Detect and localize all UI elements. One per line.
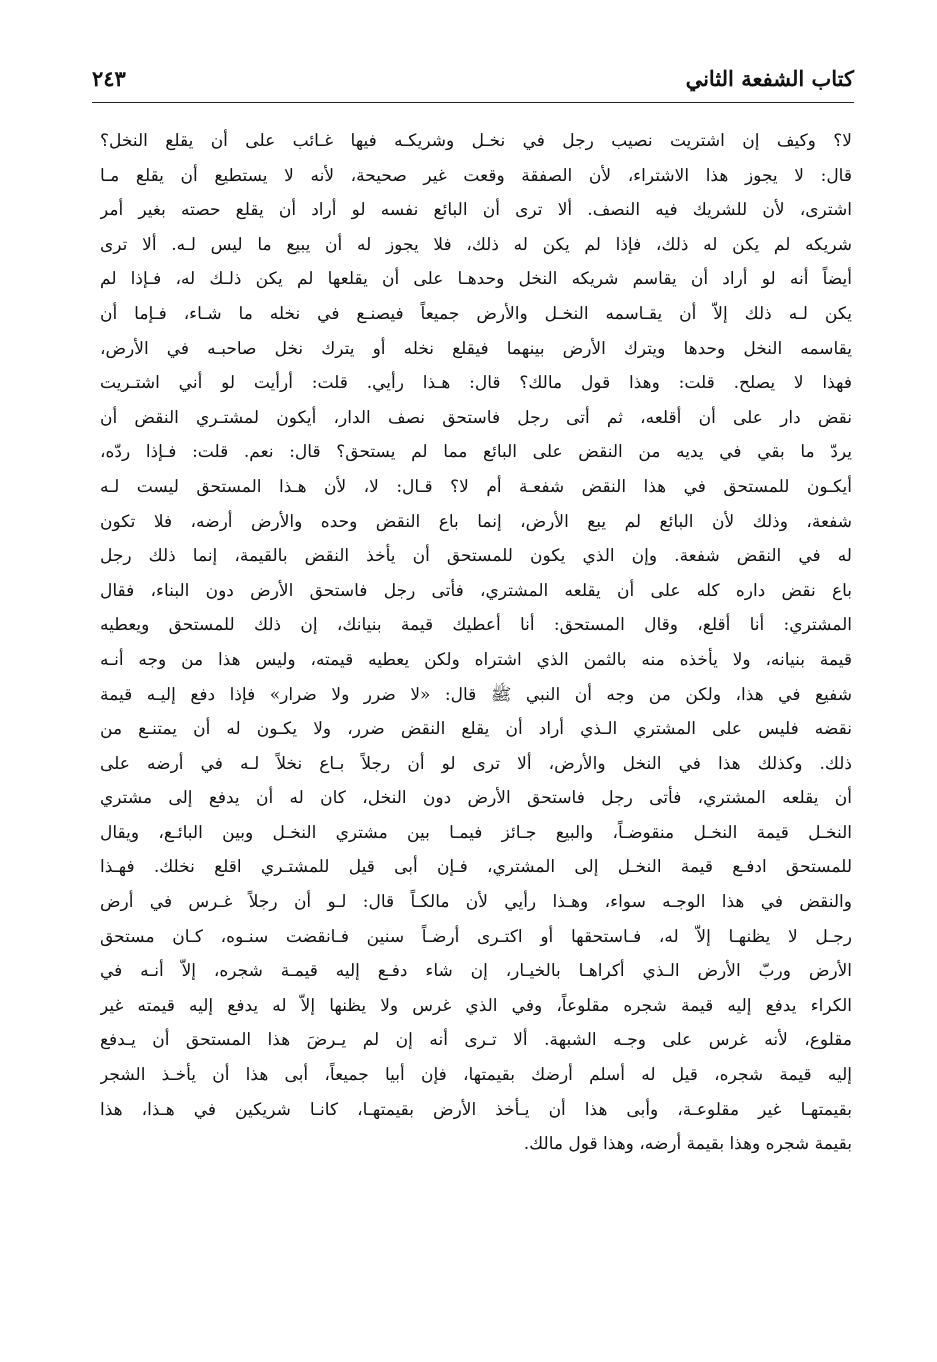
text-line: نقض دار على أن أقلعه، ثم أتى رجل فاستحق نصف الدار، أيكون لمشتـري النقض أن <box>100 407 852 428</box>
text-line: لا؟ وكيف إن اشتريت نصيب رجل في نخـل وشريكـه فيها غـائب على أن يقلع النخل؟ <box>100 131 852 151</box>
text-line: بقيمة شجره وهذا بقيمة أرضه، وهذا قول مالك. <box>523 1134 852 1155</box>
text-line: بقيمتهـا غير مقلوعـة، وأبى هذا أن يـأخذ الأرض بقيمتهـا، كانـا شريكين في هـذا، هذا <box>100 1099 852 1120</box>
text-line: مقلوع، لأنه غرس على وجـه الشبهة. ألا تـرى أنه إن لم يـرضَ هذا المستحق أن يـدفع <box>100 1030 852 1051</box>
text-line: نقضه فليس على المشتري الـذي أراد أن يقلع النقض ضرر، ولا يكـون له أن يمتنـع من <box>100 719 852 740</box>
text-line: يكن لـه ذلك إلاّ أن يقـاسمه النخـل والأرض جميعاً فيصنـع في نخله ما شـاء، فـإما أن <box>100 303 852 324</box>
body-text <box>100 124 852 1162</box>
text-line: للمستحق ادفـع قيمة النخـل إلى المشتري، فـإن أبى قيل للمشتـري اقلع نخلك. فهـذا <box>100 857 852 878</box>
text-line: شفعة، وذلك لأن البائع لم يبع الأرض، إنما باع النقض وحده والأرض أرضه، فلا تكون <box>100 511 852 532</box>
text-line: إليه قيمة شجره، قيل له أسلم أرضك بقيمتها، فإن أبيا جميعاً، أبى هذا أن يأخـذ الشجر <box>100 1065 852 1086</box>
text-line: والنقض في هذا الوجـه سواء، وهـذا رأيي لأن مالكـاً قال: لـو أن رجلاً غـرس في أرض <box>100 892 852 913</box>
text-line: رجـل لا يظنهـا إلاّ له، فـاستحقها أو اكتـرى أرضـاً سنين فـانقضت سنـوه، كـان مستحق <box>100 926 852 947</box>
text-line: أيكـون للمستحق في هذا النقض شفعـة أم لا؟ قـال: لا، لأن هـذا المستحق ليست لـه <box>100 476 852 497</box>
text-line: المشتري: أنا أقلع، وقال المستحق: أنا أعطيك قيمة بنيانك، إن ذلك للمستحق ويعطيه <box>100 615 852 636</box>
text-line: الأرض وربّ الأرض الـذي أكراهـا بالخيـار، إن شاء دفـع إليه قيمـة شجره، إلاّ أنـه في <box>100 961 852 982</box>
text-line: النخـل قيمة النخـل منقوضـاً، والبيع جـائز فيمـا بين مشتري النخـل وبين البائـع، ويقال <box>100 822 852 843</box>
text-line: فهذا لا يصلح. قلت: وهذا قول مالك؟ قال: هـذا رأيي. قلت: أرأيت لو أني اشتـريت <box>100 373 852 394</box>
text-line: له في النقض شفعة. وإن الذي يكون للمستحق أن يأخذ النقض بالقيمة، إنما ذلك رجل <box>100 546 852 567</box>
text-line: قيمة بنيانه، ولا يأخذه منه بالثمن الذي اشتراه ولكن يعطيه قيمته، وليس هذا من وجه أنـه <box>100 649 852 670</box>
text-line: يردّ ما بقي في يديه من النقض على البائع مما لم يستحق؟ قال: نعم. قلت: فـإذا ردّه، <box>100 442 852 463</box>
page-header <box>92 60 854 100</box>
header-rule <box>92 102 854 103</box>
text-line: ذلك. وكذلك هذا في النخل والأرض، ألا ترى لو أن رجلاً بـاع نخلاً لـه في أرضه على <box>100 753 852 774</box>
text-line: الكراء يدفع إليه قيمة شجره مقلوعاً، وفي الذي غرس ولا يظنها إلاّ له يدفع إليه قيمته غير <box>100 995 852 1016</box>
text-line: قال: لا يجوز هذا الاشتراء، لأن الصفقة وقعت غير صحيحة، لأنه لا يستطيع أن يقلع مـا <box>100 165 852 186</box>
text-line: شفيع في هذا، ولكن من وجه أن النبي ﷺ قال: «لا ضرر ولا ضرار» فإذا دفع إليـه قيمة <box>100 684 852 705</box>
running-title: كتاب الشفعة الثاني <box>685 66 854 91</box>
text-line: أيضاً أنه لو أراد أن يقاسم شريكه النخل وحدهـا على أن يقلعها لم يكن ذلـك له، فـإذا لم <box>100 269 852 290</box>
text-line: باع نقض داره كله على أن يقلعه المشتري، فأتى رجل فاستحق الأرض دون البناء، فقال <box>100 580 852 601</box>
text-line: أن يقلعه المشتري، فأتى رجل فاستحق الأرض دون النخل، كان له أن يدفع إلى مشتري <box>100 788 852 809</box>
text-line: يقاسمه النخل وحدها ويترك الأرض بينهما فيقلع نخله أو يترك نخل صاحبـه في الأرض، <box>100 338 852 359</box>
text-line: شريكه لم يكن له ذلك، فإذا لم يكن له ذلك، فلا يجوز له أن يبيع ما ليس لـه. ألا ترى <box>100 234 852 255</box>
page-number: ٢٤٣ <box>92 66 126 91</box>
text-line: اشترى، لأن للشريك فيه النصف. ألا ترى أن البائع نفسه لو أراد أن يقلع حصته بغير أمر <box>100 200 852 221</box>
